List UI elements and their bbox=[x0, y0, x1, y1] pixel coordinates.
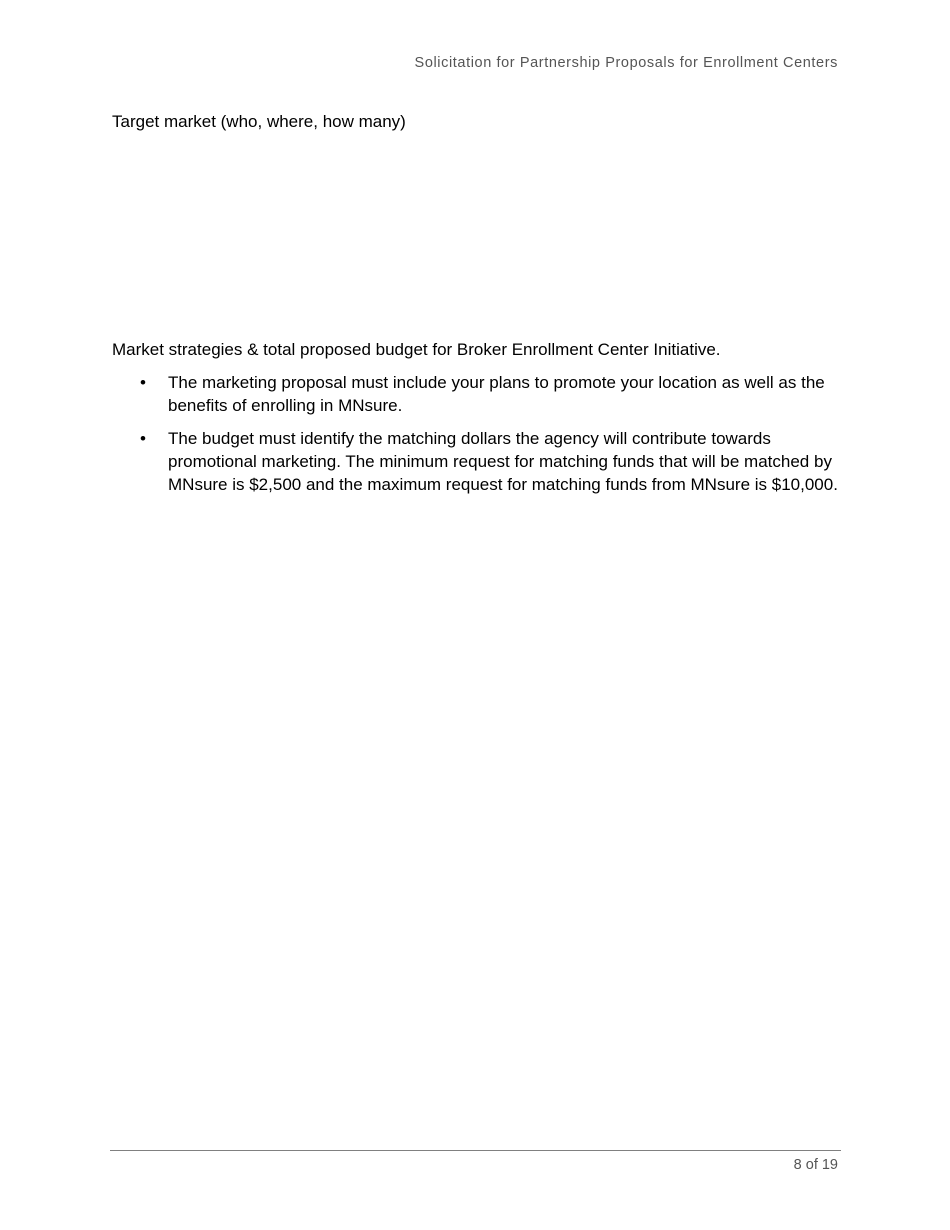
page-number: 8 of 19 bbox=[793, 1157, 838, 1173]
list-item bbox=[112, 371, 840, 417]
running-header: Solicitation for Partnership Proposals for Enrollment Centers bbox=[414, 55, 838, 71]
list-item-text: The budget must identify the matching dollars the agency will contribute towards promotional marketing. The minimum request for matching funds that will be matched by MNsure is $2,500 and the maximum request for matching funds from MNsure is $10,000. bbox=[168, 429, 838, 494]
target-market-label: Target market (who, where, how many) bbox=[112, 112, 406, 131]
footer-divider bbox=[110, 1150, 841, 1151]
bullet-icon: • bbox=[140, 373, 146, 392]
market-strategies-label: Market strategies & total proposed budget for Broker Enrollment Center Initiative. bbox=[112, 340, 721, 359]
bullet-icon: • bbox=[140, 429, 146, 448]
requirements-list bbox=[112, 371, 840, 506]
list-item-text: The marketing proposal must include your plans to promote your location as well as the benefits of enrolling in MNsure. bbox=[168, 373, 825, 415]
list-item bbox=[112, 427, 840, 496]
